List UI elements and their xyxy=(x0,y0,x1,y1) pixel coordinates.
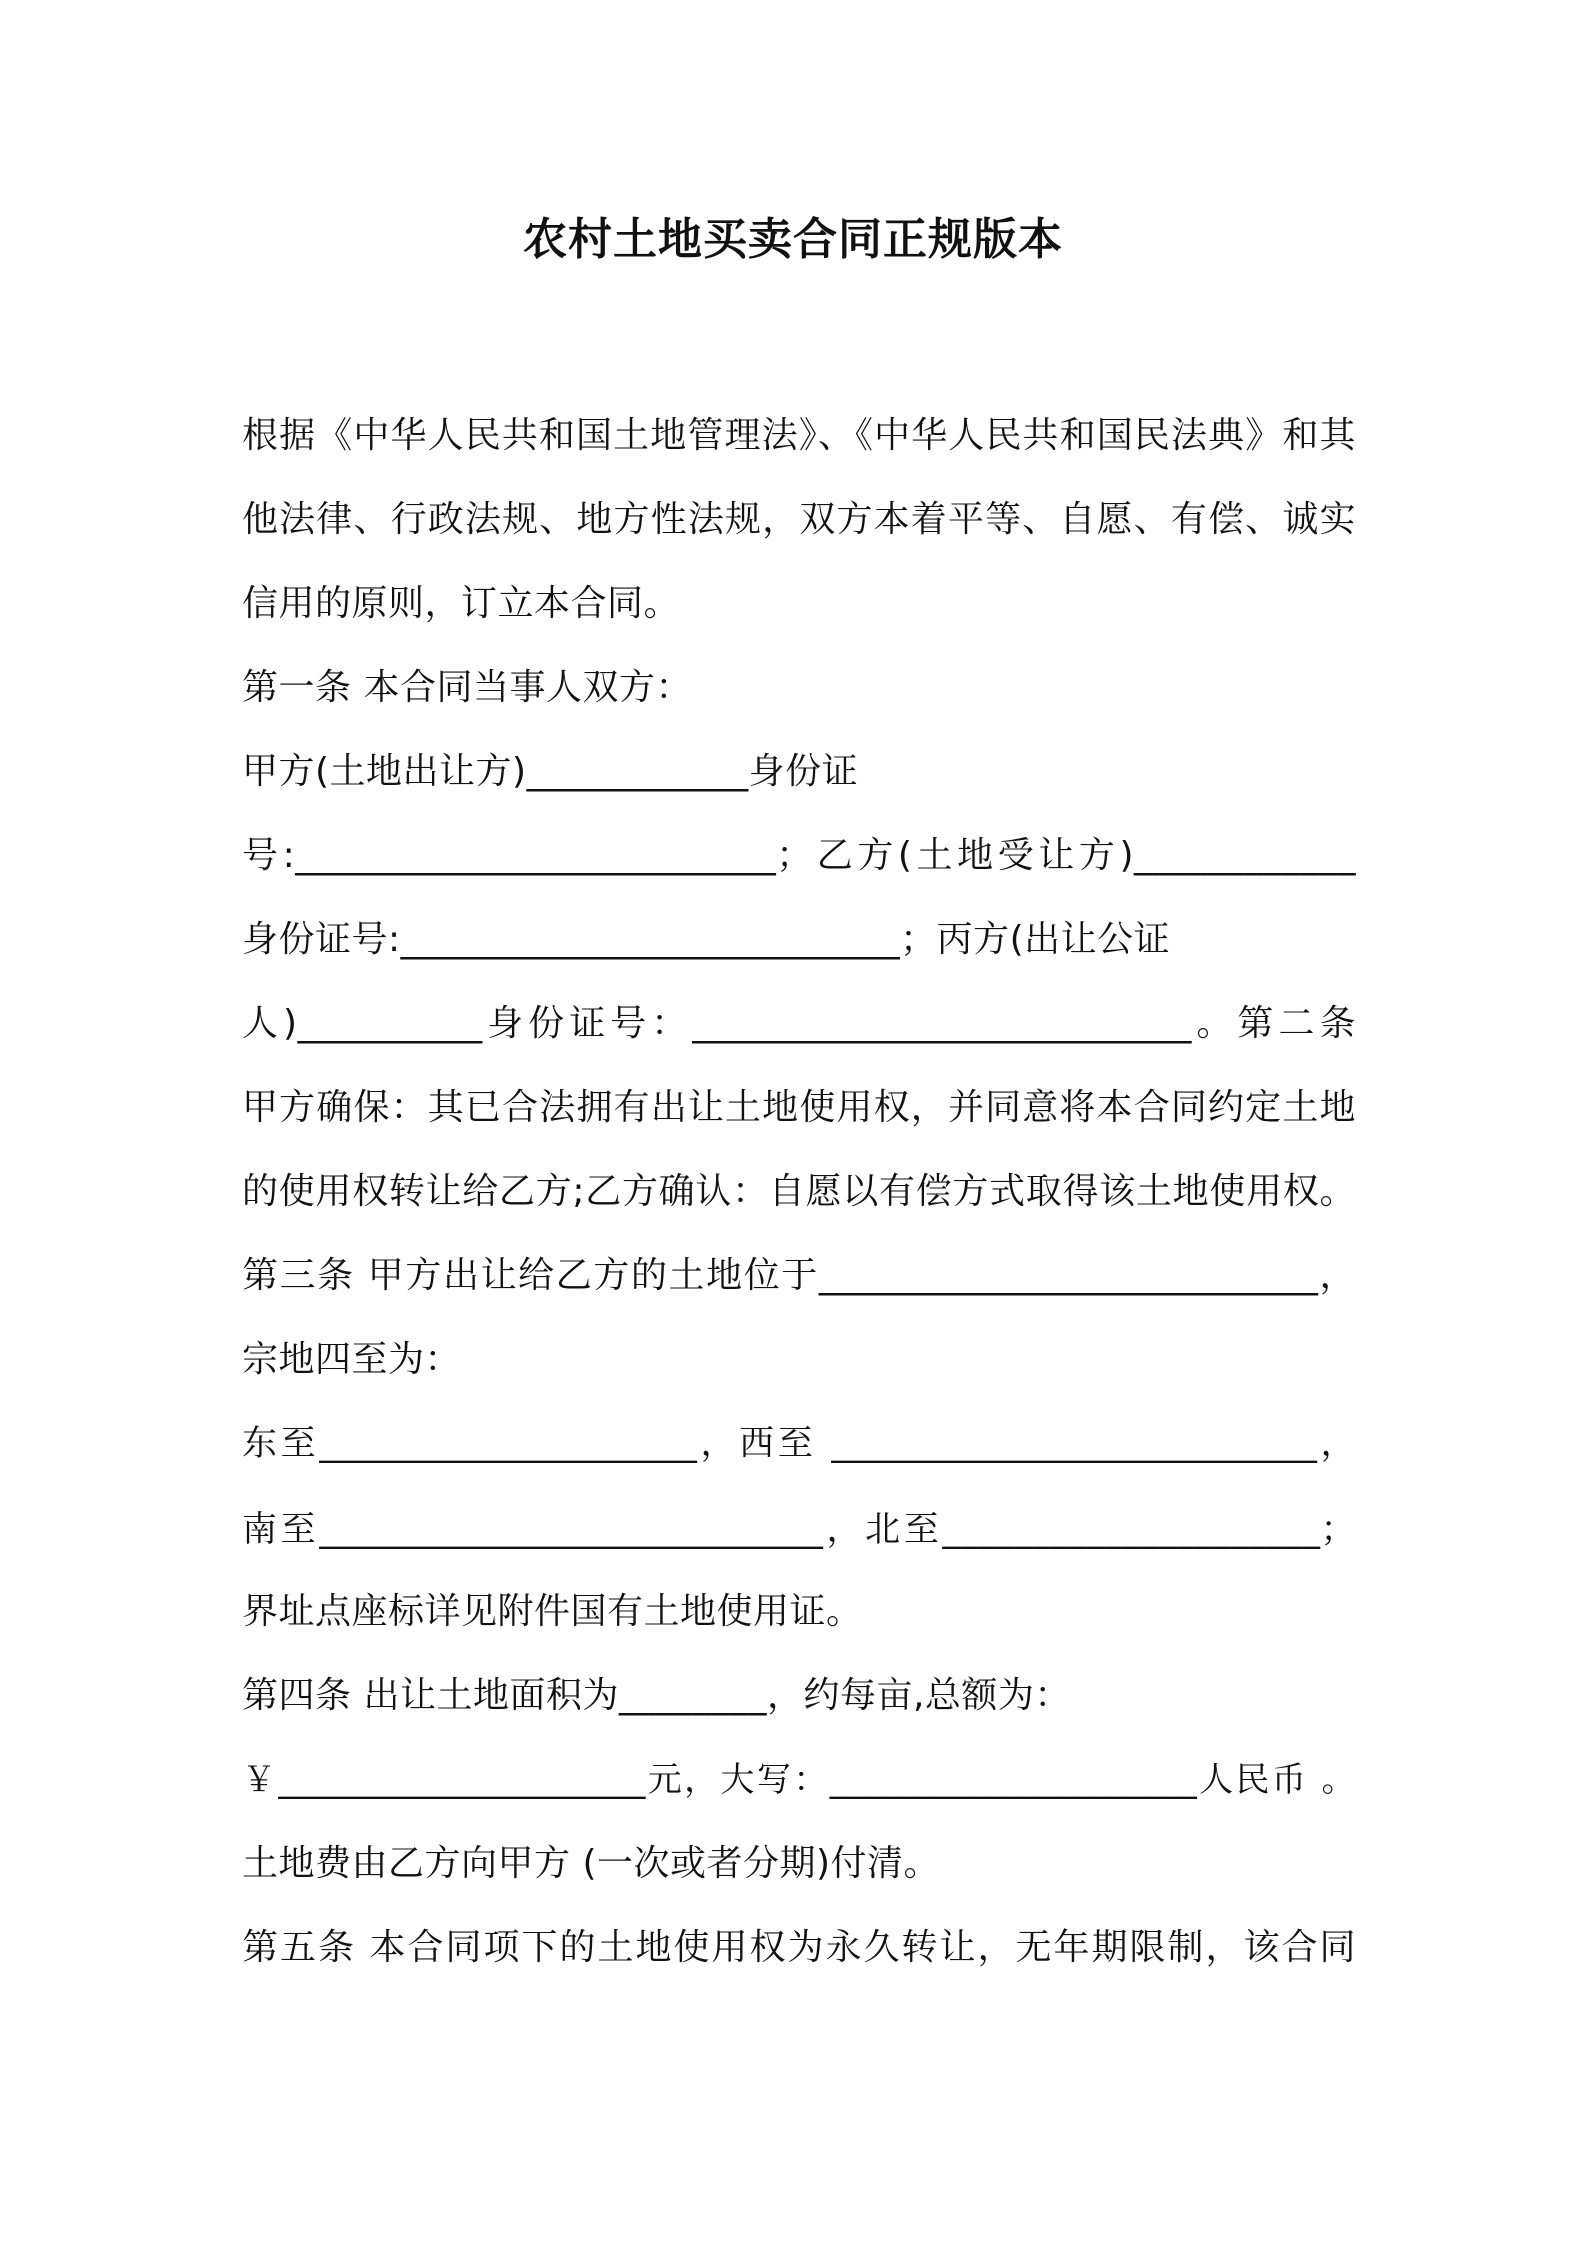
article-heading: 第四条 出让土地面积为________，约每亩,总额为： xyxy=(242,1675,1071,1716)
article-heading: 第五条 本合同项下的土地使用权为永久转让，无年期限制，该合同 xyxy=(242,1927,1356,1968)
text-line: 的使用权转让给乙方;乙方确认：自愿以有偿方式取得该土地使用权。 xyxy=(242,1171,1356,1212)
article-heading: 第三条 甲方出让给乙方的土地位于___________________________， xyxy=(242,1255,1356,1296)
text-line: 人)__________身份证号：___________________________。第二条 xyxy=(242,1003,1356,1044)
text-line: 他法律、行政法规、地方性法规，双方本着平等、自愿、有偿、诚实 xyxy=(242,499,1356,540)
document-title: 农村土地买卖合同正规版本 xyxy=(523,214,1063,265)
text-line: 南至____________________________，北至_____________________； xyxy=(242,1510,1356,1550)
article-heading: 第一条 本合同当事人双方： xyxy=(242,667,692,708)
text-line: ￥_____________________元，大写：_____________________人民币 。 xyxy=(242,1760,1356,1800)
text-line: 界址点座标详见附件国有土地使用证。 xyxy=(242,1591,863,1632)
text-line: 甲方(土地出让方)____________身份证 xyxy=(242,751,859,792)
text-line: 东至_____________________，西至 ___________________________， xyxy=(242,1424,1356,1464)
text-line: 宗地四至为： xyxy=(242,1339,462,1380)
text-line: 身份证号:___________________________；丙方(出让公证 xyxy=(242,919,1171,960)
text-line: 甲方确保：其已合法拥有出让土地使用权，并同意将本合同约定土地 xyxy=(242,1087,1356,1128)
text-line: 信用的原则，订立本合同。 xyxy=(242,583,681,624)
text-line: 根据《中华人民共和国土地管理法》、《中华人民共和国民法典》和其 xyxy=(242,415,1356,456)
text-line: 土地费由乙方向甲方 (一次或者分期)付清。 xyxy=(242,1843,941,1884)
text-line: 号:__________________________；乙方(土地受让方)____________ xyxy=(242,835,1356,876)
